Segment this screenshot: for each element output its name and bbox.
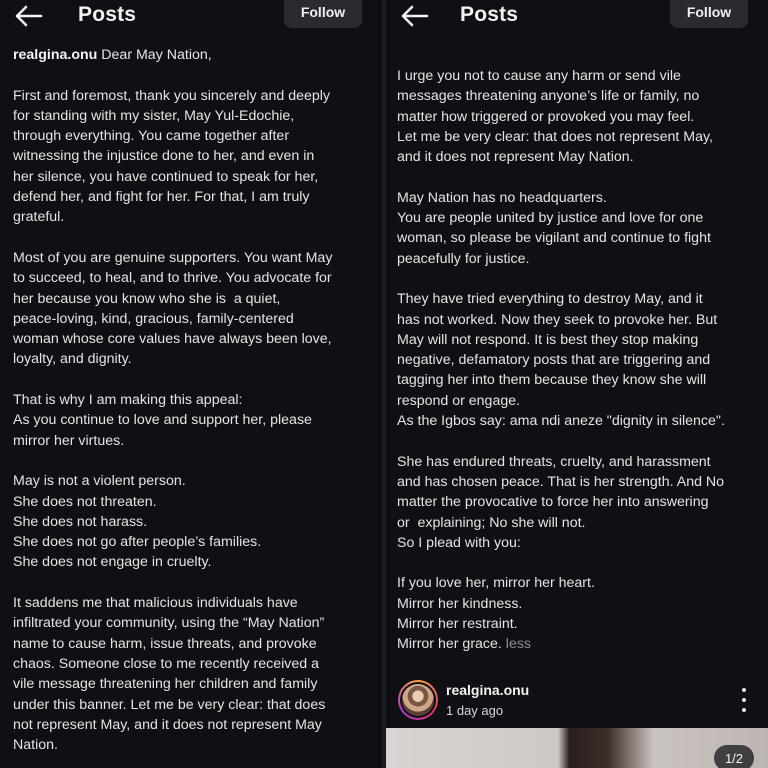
caption-line: has not worked. Now they seek to provoke her. But [397,311,718,328]
caption-line: They have tried everything to destroy May, and it [397,291,703,308]
caption-line: messages threatening anyone’s life or family, no [397,88,700,105]
caption-line: or explaining; No she will not. [397,514,586,531]
caption-line: negative, defamatory posts that are triggering and [397,352,711,369]
back-button[interactable] [400,4,430,28]
caption-line: peacefully for justice. [397,250,530,267]
caption-line: You are people united by justice and love for one [397,210,704,227]
caption-line: Mirror her restraint. [397,616,518,633]
caption-line: It saddens me that malicious individuals have [13,595,298,612]
caption-line: witnessing the injustice done to her, and even in [13,148,315,165]
caption-line: to succeed, to heal, and to thrive. You advocate for [13,270,332,287]
media-counter: 1/2 [714,745,754,768]
caption-line: defend her, and fight for her. For that, I am truly [13,189,310,206]
caption-body [397,66,763,634]
caption-line: under this banner. Let me be very clear: that does [13,696,326,713]
caption-line: and it does not represent May Nation. [397,149,634,166]
caption-line [397,431,763,451]
caption-line: Let me be very clear: that does not represent May, [397,128,713,145]
caption-line: her silence, you have continued to speak for her, [13,168,319,185]
caption-line [397,167,763,187]
caption-line [13,65,373,85]
caption-line: matter the provocative to force her into answering [397,494,709,511]
less-link[interactable]: less [501,636,532,653]
caption-first-line [13,45,373,65]
follow-button[interactable]: Follow [670,0,748,28]
caption-line [397,553,763,573]
caption-line: through everything. You came together after [13,128,290,145]
caption-line: mirror her virtues. [13,432,125,449]
page-title: Posts [460,3,519,26]
top-bar [386,0,768,34]
caption-line: As you continue to love and support her, please [13,412,312,429]
caption-line [13,573,373,593]
caption-line [397,269,763,289]
caption-line: She does not go after people’s families. [13,534,262,551]
caption-line: chaos. Someone close to me recently received a [13,655,319,672]
post-timestamp: 1 day ago [446,703,504,718]
more-vertical-icon[interactable] [738,688,750,712]
page-title: Posts [78,3,137,26]
caption-line: I urge you not to cause any harm or send vile [397,68,681,84]
caption-line: First and foremost, thank you sincerely and deeply [13,87,331,104]
caption-line: May is not a violent person. [13,473,186,490]
caption-line: That is why I am making this appeal: [13,392,243,409]
caption-line [13,451,373,471]
caption-line: She has endured threats, cruelty, and harassment [397,453,711,470]
caption-line: not represent May, and it does not represent May [13,716,322,733]
caption-username[interactable]: realgina.onu [13,47,98,63]
back-arrow-icon [400,4,430,28]
caption-line [13,370,373,390]
post-caption [13,45,373,755]
caption-line: loyalty, and dignity. [13,351,132,368]
caption-last-line [397,634,763,654]
caption-line: If you love her, mirror her heart. [397,575,595,592]
post-media[interactable] [386,728,768,768]
top-bar [0,0,382,34]
caption-body [13,65,373,755]
caption-line: woman, so please be vigilant and continue to fight [397,230,711,247]
caption-line: grateful. [13,209,65,226]
right-screen [386,0,768,768]
caption-line: May will not respond. It is best they stop making [397,331,699,348]
caption-line: for standing with my sister, May Yul-Edochie, [13,107,295,124]
post-username[interactable]: realgina.onu [446,682,530,698]
next-post-header [386,678,768,726]
caption-line: She does not threaten. [13,493,157,510]
caption-line: Most of you are genuine supporters. You want May [13,249,333,266]
caption-line: Nation. [13,737,58,754]
avatar-photo [402,684,434,716]
back-arrow-icon [14,4,44,28]
caption-line: Mirror her kindness. [397,595,523,612]
caption-line: So I plead with you: [397,534,521,551]
caption-line: matter how triggered or provoked you may feel. [397,108,695,125]
caption-line: She does not harass. [13,513,148,530]
left-screen [0,0,382,768]
caption-greeting: Dear May Nation, [97,47,212,63]
caption-line: peace-loving, kind, gracious, family-centered [13,310,294,327]
caption-line: her because you know who she is a quiet, [13,290,281,307]
caption-line: name to cause harm, issue threats, and provoke [13,635,317,652]
caption-line: May Nation has no headquarters. [397,189,607,206]
caption-line: woman whose core values have always been love, [13,331,332,348]
caption-last-text: Mirror her grace. [397,636,502,653]
caption-line: respond or engage. [397,392,521,409]
post-caption-continued [397,66,763,655]
avatar[interactable] [398,680,438,720]
caption-line: and has chosen peace. That is her strength. And No [397,473,725,490]
caption-line: infiltrated your community, using the “May Nation” [13,615,325,632]
caption-line: tagging her into them because they know she will [397,372,707,389]
caption-line: As the Igbos say: ama ndi aneze "dignity in silence". [397,413,725,430]
caption-line [13,228,373,248]
back-button[interactable] [14,4,44,28]
follow-button[interactable]: Follow [284,0,362,28]
caption-line: vile message threatening her children and family [13,676,318,693]
caption-line: She does not engage in cruelty. [13,554,212,571]
